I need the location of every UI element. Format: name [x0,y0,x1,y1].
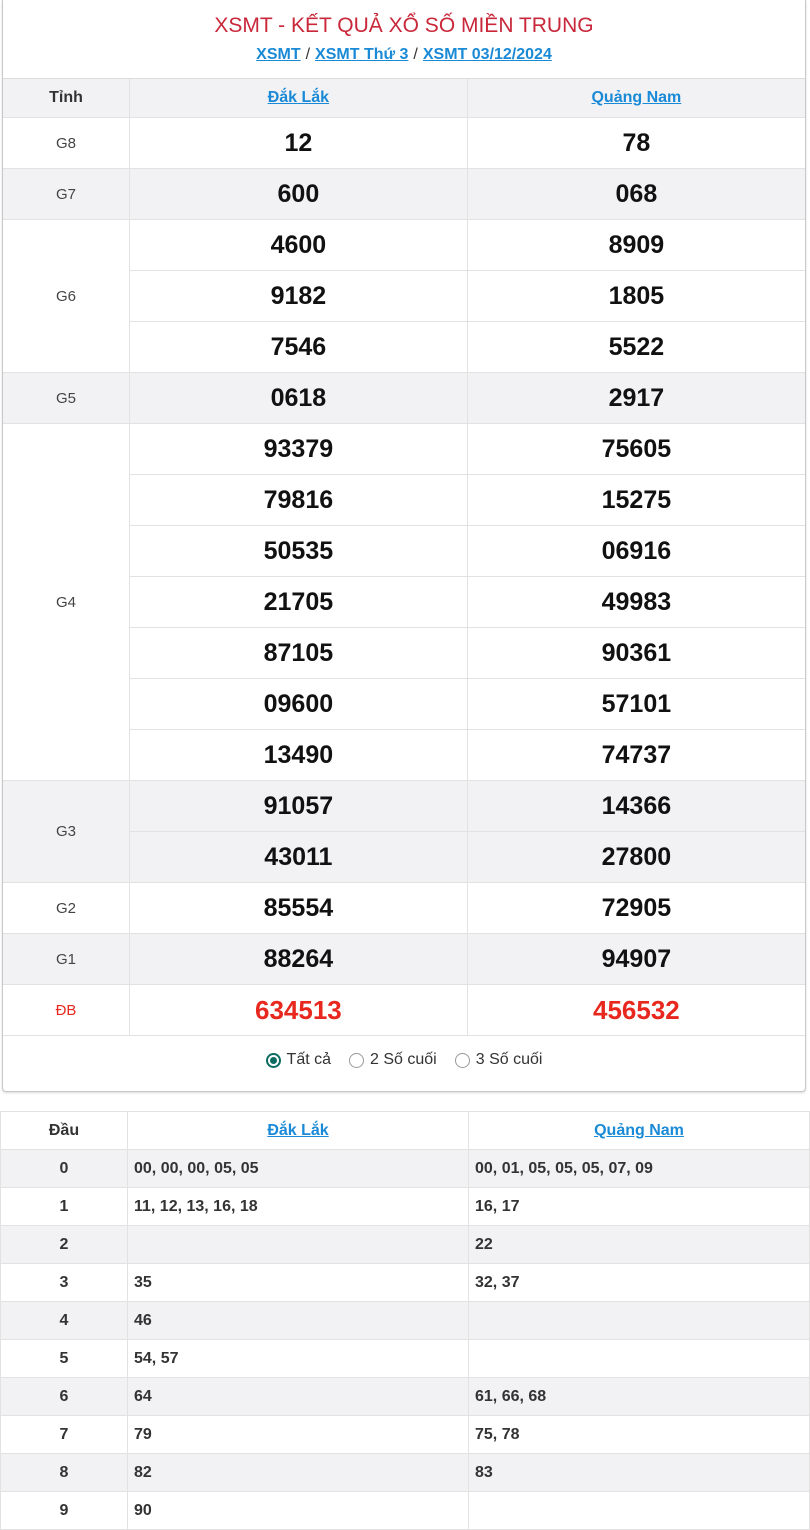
filter-option-label: Tất cả [286,1051,332,1068]
filter-option-label: 2 Số cuối [370,1051,437,1068]
breadcrumb-xsmt-thu-3[interactable]: XSMT Thứ 3 [315,46,409,63]
prize-number: 75605 [467,424,805,475]
page-title: XSMT - KẾT QUẢ XỔ SỐ MIỀN TRUNG [214,14,594,37]
loto-row [1,1416,810,1454]
prize-number: 78 [467,118,805,169]
radio-button[interactable] [266,1053,281,1068]
loto-numbers: 11, 12, 13, 16, 18 [128,1188,469,1226]
prize-number: 600 [130,169,468,220]
loto-numbers: 54, 57 [128,1340,469,1378]
loto-row [1,1264,810,1302]
prize-label: ĐB [3,985,130,1036]
loto-numbers: 90 [128,1492,469,1530]
filter-option-1[interactable] [349,1051,437,1069]
prize-number: 068 [467,169,805,220]
prize-number: 15275 [467,475,805,526]
prize-row-g1 [3,934,805,985]
prize-number: 9182 [130,271,468,322]
prize-number: 1805 [467,271,805,322]
breadcrumb [3,45,805,65]
loto-province-link-1[interactable]: Quảng Nam [469,1112,810,1150]
prize-row-đb [3,985,805,1036]
loto-numbers: 22 [469,1226,810,1264]
loto-row [1,1150,810,1188]
loto-province-link-0[interactable]: Đắk Lắk [128,1112,469,1150]
loto-numbers: 75, 78 [469,1416,810,1454]
prize-number: 5522 [467,322,805,373]
prize-label: G1 [3,934,130,985]
prize-number: 74737 [467,730,805,781]
province-link-0[interactable]: Đắk Lắk [130,79,468,118]
results-header-row [3,79,805,118]
prize-number: 43011 [130,832,468,883]
loto-numbers [469,1302,810,1340]
dau-digit: 6 [1,1378,128,1416]
prize-label: G4 [3,424,130,781]
prize-label: G2 [3,883,130,934]
loto-row [1,1188,810,1226]
prize-number: 13490 [130,730,468,781]
prize-number: 49983 [467,577,805,628]
breadcrumb-separator: / [413,46,418,63]
loto-numbers [469,1340,810,1378]
loto-table [0,1111,810,1530]
filter-option-label: 3 Số cuối [475,1051,543,1068]
dau-digit: 7 [1,1416,128,1454]
loto-numbers: 83 [469,1454,810,1492]
prize-number: 88264 [130,934,468,985]
prize-label: G5 [3,373,130,424]
prize-label: G3 [3,781,130,883]
prize-number: 09600 [130,679,468,730]
prize-number: 85554 [130,883,468,934]
prize-number: 87105 [130,628,468,679]
prize-number: 79816 [130,475,468,526]
loto-numbers: 32, 37 [469,1264,810,1302]
digit-filter [3,1036,805,1084]
loto-numbers: 00, 00, 00, 05, 05 [128,1150,469,1188]
prize-row-g5 [3,373,805,424]
prize-number: 8909 [467,220,805,271]
prize-number: 7546 [130,322,468,373]
prize-number: 456532 [467,985,805,1036]
prize-number: 21705 [130,577,468,628]
loto-numbers: 79 [128,1416,469,1454]
loto-row [1,1302,810,1340]
province-column-label: Tỉnh [3,79,130,118]
province-link-1[interactable]: Quảng Nam [467,79,805,118]
dau-digit: 0 [1,1150,128,1188]
prize-number: 94907 [467,934,805,985]
results-header [3,0,805,79]
breadcrumb-xsmt-date[interactable]: XSMT 03/12/2024 [422,46,552,63]
loto-numbers: 16, 17 [469,1188,810,1226]
prize-row-g6 [3,220,805,271]
prize-number: 91057 [130,781,468,832]
prize-number: 27800 [467,832,805,883]
dau-digit: 5 [1,1340,128,1378]
results-table [3,79,805,1036]
loto-header-row [1,1112,810,1150]
prize-number: 06916 [467,526,805,577]
loto-row [1,1340,810,1378]
prize-number: 4600 [130,220,468,271]
dau-digit: 8 [1,1454,128,1492]
filter-option-2[interactable] [455,1051,543,1069]
prize-number: 12 [130,118,468,169]
loto-row [1,1454,810,1492]
breadcrumb-separator: / [305,46,311,63]
prize-number: 90361 [467,628,805,679]
dau-digit: 1 [1,1188,128,1226]
results-card [2,0,806,1092]
loto-numbers: 82 [128,1454,469,1492]
prize-number: 93379 [130,424,468,475]
prize-number: 14366 [467,781,805,832]
dau-digit: 9 [1,1492,128,1530]
loto-numbers [128,1226,469,1264]
prize-label: G7 [3,169,130,220]
prize-number: 72905 [467,883,805,934]
prize-number: 634513 [130,985,468,1036]
loto-row [1,1226,810,1264]
prize-row-g3 [3,781,805,832]
loto-numbers [469,1492,810,1530]
loto-numbers: 64 [128,1378,469,1416]
prize-row-g8 [3,118,805,169]
loto-row [1,1492,810,1530]
loto-row [1,1378,810,1416]
dau-digit: 3 [1,1264,128,1302]
prize-label: G6 [3,220,130,373]
radio-button[interactable] [349,1053,364,1068]
loto-numbers: 35 [128,1264,469,1302]
filter-option-0[interactable] [266,1051,331,1069]
prize-number: 0618 [130,373,468,424]
prize-row-g2 [3,883,805,934]
prize-number: 50535 [130,526,468,577]
loto-numbers: 46 [128,1302,469,1340]
dau-digit: 2 [1,1226,128,1264]
radio-button[interactable] [455,1053,470,1068]
prize-number: 57101 [467,679,805,730]
dau-column-label: Đầu [1,1112,128,1150]
dau-digit: 4 [1,1302,128,1340]
breadcrumb-xsmt[interactable]: XSMT [256,46,301,63]
prize-row-g7 [3,169,805,220]
prize-number: 2917 [467,373,805,424]
loto-numbers: 61, 66, 68 [469,1378,810,1416]
prize-row-g4 [3,424,805,475]
prize-label: G8 [3,118,130,169]
loto-numbers: 00, 01, 05, 05, 05, 07, 09 [469,1150,810,1188]
